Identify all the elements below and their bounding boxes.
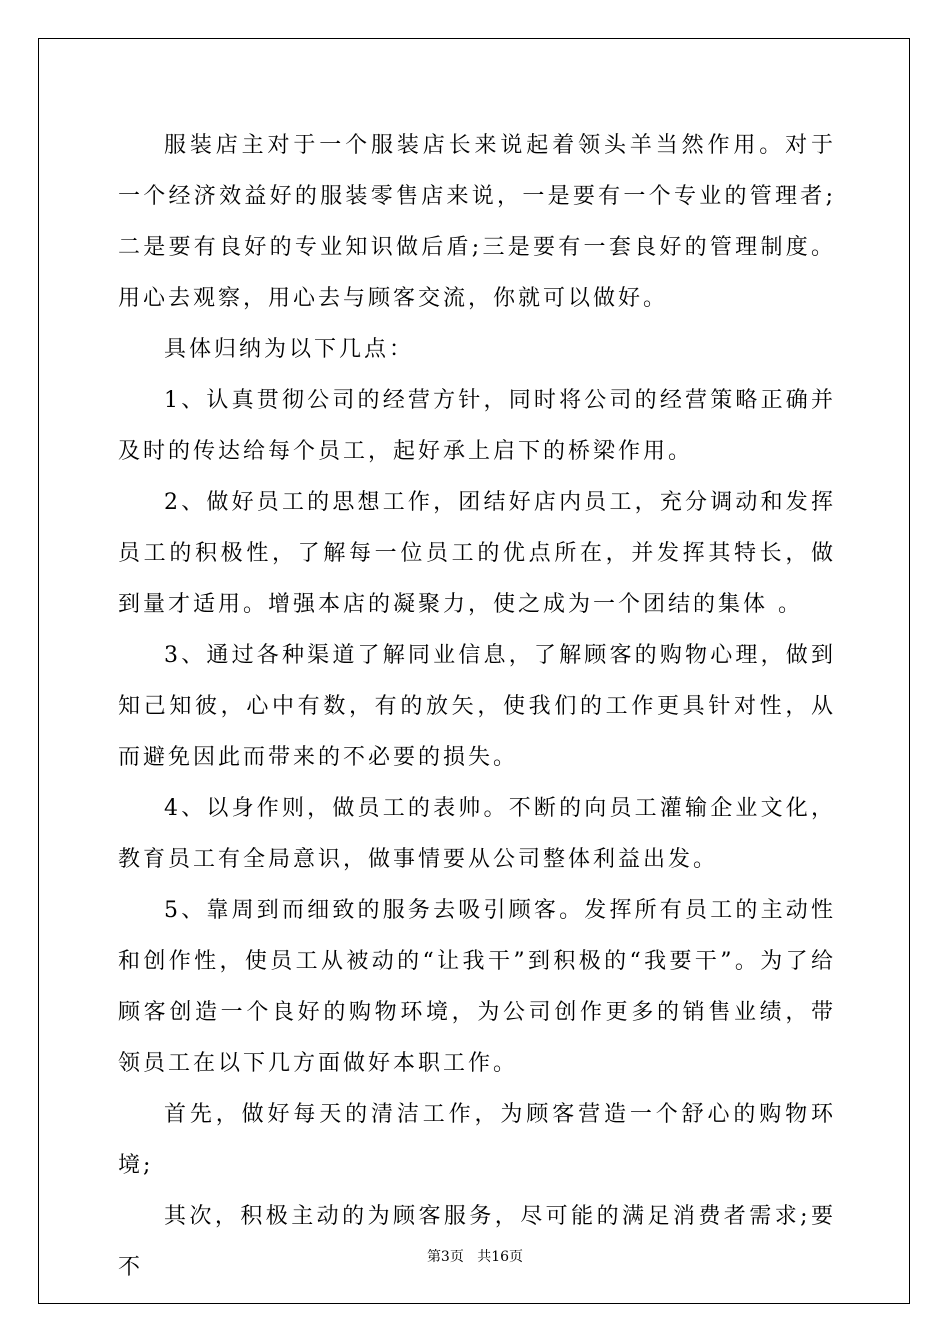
paragraph: 5、靠周到而细致的服务去吸引顾客。发挥所有员工的主动性和创作性，使员工从被动的“让我干”到积极的“我要干”。为了给顾客创造一个良好的购物环境，为公司创作更多的销售业绩，带领员工在以下几方面做好本职工作。 bbox=[118, 898, 836, 1076]
paragraph: 4、以身作则，做员工的表帅。不断的向员工灌输企业文化，教育员工有全局意识，做事情要从公司整体利益出发。 bbox=[118, 796, 836, 872]
document-body bbox=[118, 120, 836, 1293]
paragraph: 其次，积极主动的为顾客服务，尽可能的满足消费者需求;要不 bbox=[118, 1204, 836, 1280]
paragraph: 1、认真贯彻公司的经营方针，同时将公司的经营策略正确并及时的传达给每个员工，起好承上启下的桥梁作用。 bbox=[118, 388, 836, 464]
page-footer bbox=[0, 1246, 950, 1266]
paragraph: 2、做好员工的思想工作，团结好店内员工，充分调动和发挥员工的积极性，了解每一位员工的优点所在，并发挥其特长，做到量才适用。增强本店的凝聚力，使之成为一个团结的集体 。 bbox=[118, 490, 836, 617]
page-number-total: 共16页 bbox=[477, 1249, 524, 1265]
paragraph: 首先，做好每天的清洁工作，为顾客营造一个舒心的购物环境; bbox=[118, 1102, 836, 1178]
paragraph: 服装店主对于一个服装店长来说起着领头羊当然作用。对于一个经济效益好的服装零售店来说，一是要有一个专业的管理者;二是要有良好的专业知识做后盾;三是要有一套良好的管理制度。用心去观察，用心去与顾客交流，你就可以做好。 bbox=[118, 133, 836, 311]
paragraph: 3、通过各种渠道了解同业信息，了解顾客的购物心理，做到知己知彼，心中有数，有的放矢，使我们的工作更具针对性，从而避免因此而带来的不必要的损失。 bbox=[118, 643, 836, 770]
page-number-current: 第3页 bbox=[426, 1249, 464, 1265]
paragraph: 具体归纳为以下几点： bbox=[164, 337, 415, 362]
